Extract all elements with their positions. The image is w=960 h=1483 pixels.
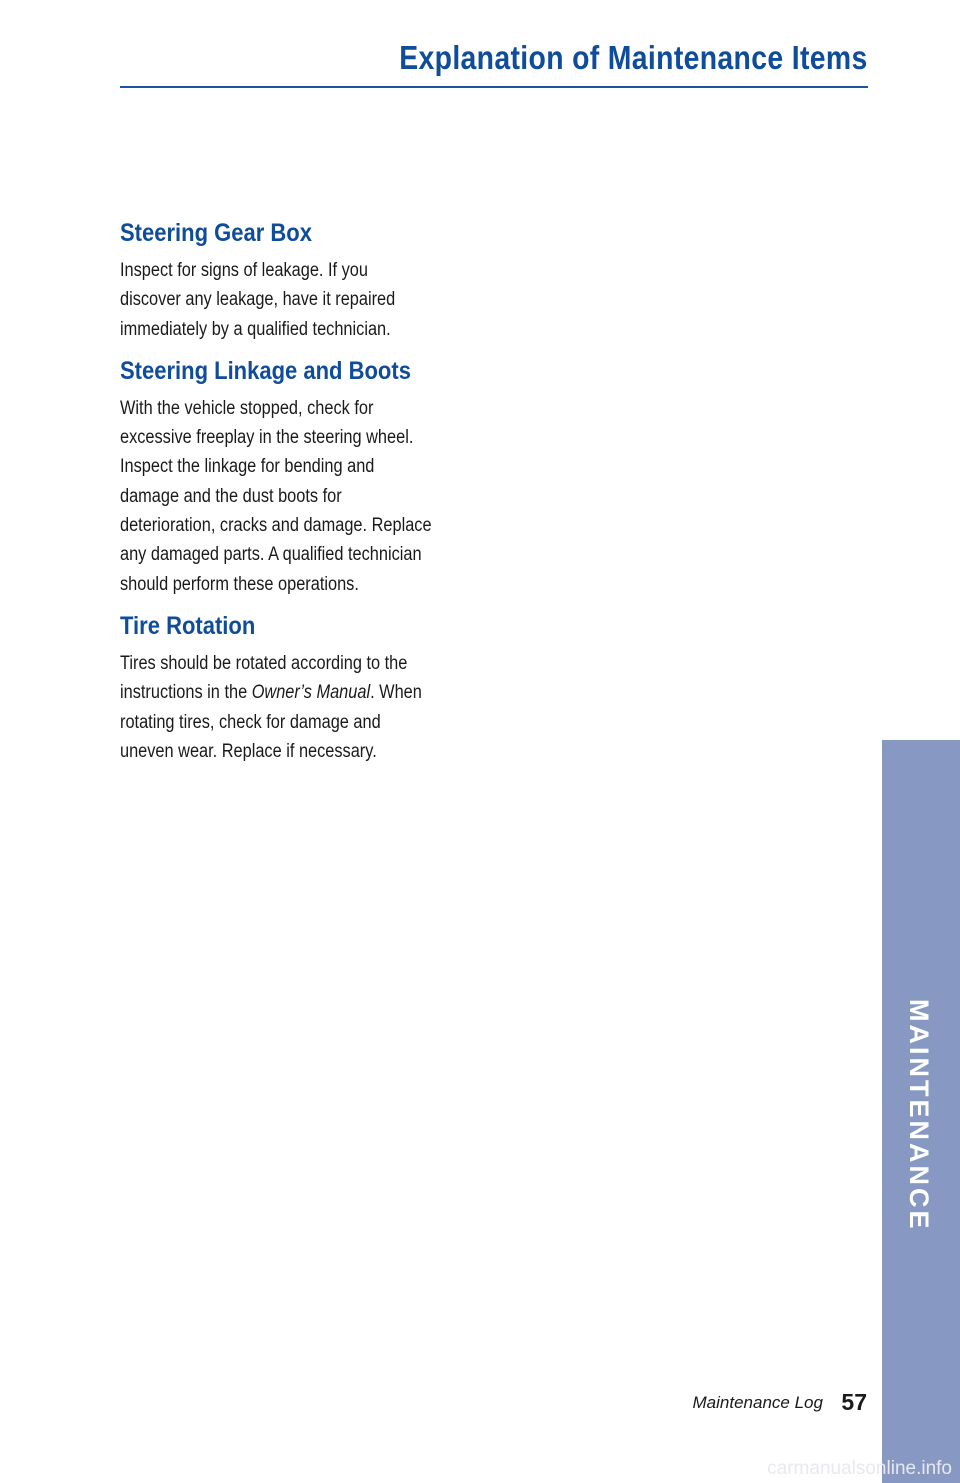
body-line: rotating tires, check for damage and [120,711,381,733]
page-number: 57 [841,1389,867,1415]
owners-manual-reference: Owner’s Manual [251,682,371,704]
section-heading: Tire Rotation [120,611,256,640]
body-text: instructions in the [120,682,252,704]
section-steering-gear-box [120,214,500,344]
watermark: carmanualsonline.info [767,1458,952,1479]
body-line: immediately by a qualified technician. [120,318,391,340]
body-text: . When [370,682,422,704]
body-line: damage and the dust boots for [120,485,342,507]
page-footer [693,1389,867,1416]
section-steering-linkage [120,352,500,599]
body-line: deterioration, cracks and damage. Replace [120,515,432,537]
section-body [120,394,481,599]
body-line: discover any leakage, have it repaired [120,289,396,311]
body-line: Tires should be rotated according to the [120,652,408,674]
body-line: any damaged parts. A qualified technician [120,544,422,566]
body-line: Inspect for signs of leakage. If you [120,260,368,281]
body-line: uneven wear. Replace if necessary. [120,740,377,762]
section-heading: Steering Linkage and Boots [120,356,411,385]
body-line: should perform these operations. [120,573,359,595]
section-body [120,649,481,766]
body-line: Inspect the linkage for bending and [120,456,375,478]
side-tab-text: MAINTENANCE [904,999,934,1232]
section-tire-rotation [120,607,500,766]
body-line: With the vehicle stopped, check for [120,397,374,419]
body-line [120,682,422,703]
page-title: Explanation of Maintenance Items [399,39,868,76]
section-body [120,256,481,344]
footer-label: Maintenance Log [692,1392,823,1412]
section-heading: Steering Gear Box [120,219,312,247]
body-line: excessive freeplay in the steering wheel. [120,427,414,449]
main-content [120,214,500,766]
side-tab-label [904,999,934,1232]
title-rule [120,86,868,88]
